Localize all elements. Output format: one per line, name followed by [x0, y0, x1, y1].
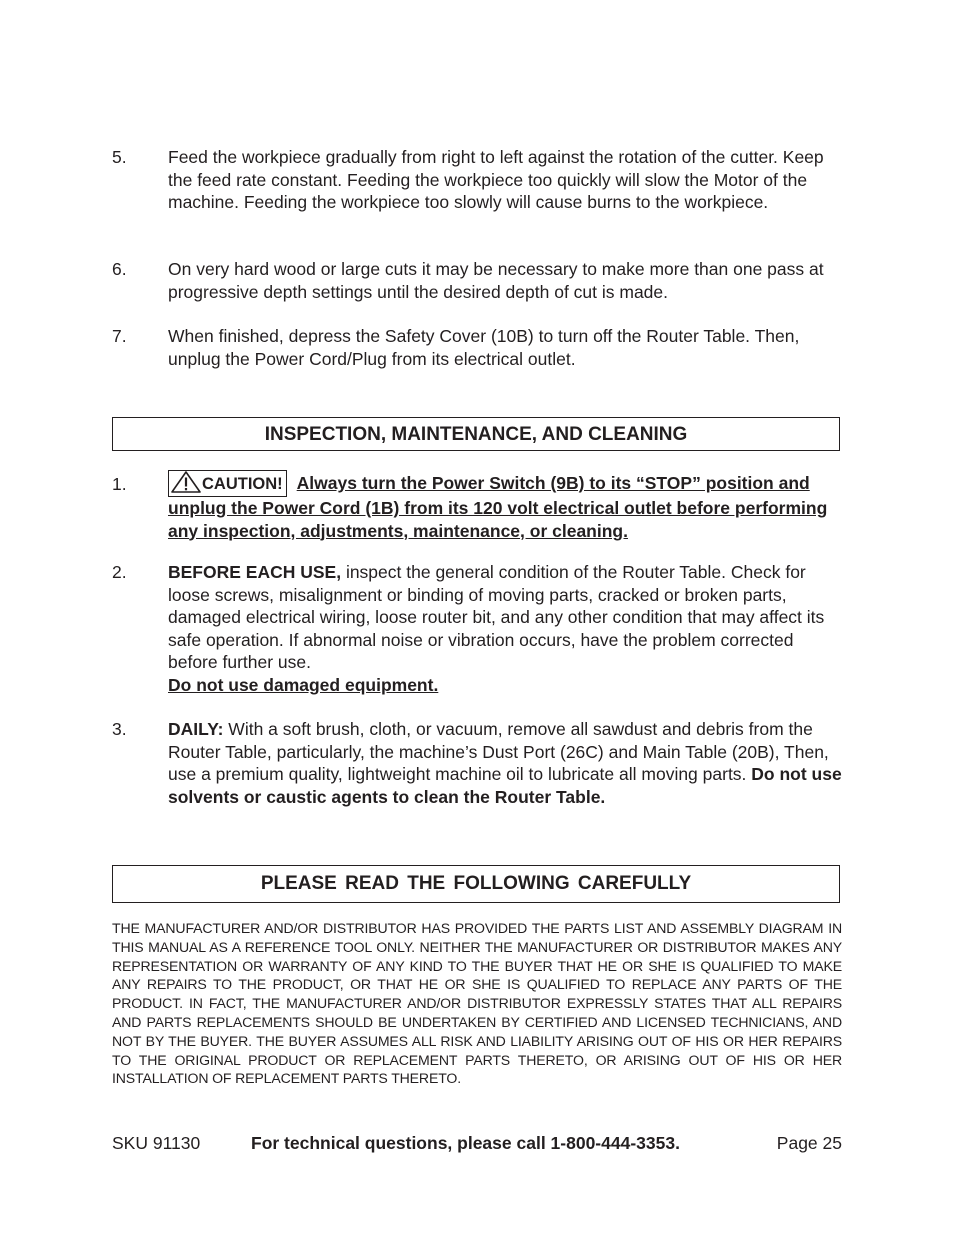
- step-number: 7.: [112, 326, 127, 346]
- step-7: [112, 325, 842, 370]
- step-number: 6.: [112, 259, 127, 279]
- section-heading-read-carefully: [112, 865, 840, 903]
- inspection-item-3: [112, 718, 842, 808]
- caution-instruction: Always turn the Power Switch (9B) to its “STOP” position and unplug the Power Cord (1B) from its 120 volt electrical outlet before performing any inspection, adjustments, maintenance, or cleaning.: [168, 473, 828, 541]
- section-heading-text: PLEASE READ THE FOLLOWING CAREFULLY: [260, 873, 692, 894]
- inspection-item-1: [112, 470, 842, 542]
- item-text: inspect the general condition of the Router Table. Check for loose screws, misalignment or binding of moving parts, cracked or broken parts, damaged electrical wiring, loose router bit, and any other condition that may affect its safe operation. If abnormal noise or vibration occurs, have the problem corrected before further use.: [168, 562, 825, 672]
- caution-label: [168, 470, 287, 497]
- item-number: 1.: [112, 474, 127, 494]
- item-warning: Do not use damaged equipment.: [168, 674, 439, 695]
- footer-sku: SKU 91130: [112, 1133, 201, 1153]
- caution-text: CAUTION!: [202, 475, 283, 493]
- section-heading-text: INSPECTION, MAINTENANCE, AND CLEANING: [264, 424, 688, 445]
- step-5: [112, 146, 842, 214]
- step-text: Feed the workpiece gradually from right to left against the rotation of the cutter. Keep the feed rate constant. Feeding the workpiece too quickly will slow the Motor of the machine. Feeding the workpiece too slowly will cause burns to the workpiece.: [168, 147, 824, 212]
- step-text: When finished, depress the Safety Cover (10B) to turn off the Router Table. Then, unplug the Power Cord/Plug from its electrical outlet.: [168, 326, 800, 369]
- item-lead: BEFORE EACH USE,: [168, 562, 342, 582]
- item-number: 3.: [112, 719, 127, 739]
- item-warning: Do not use solvents or caustic agents to clean the Router Table.: [168, 764, 842, 807]
- inspection-item-2: [112, 561, 842, 696]
- item-number: 2.: [112, 562, 127, 582]
- step-6: [112, 258, 842, 303]
- disclaimer-text: THE MANUFACTURER AND/OR DISTRIBUTOR HAS PROVIDED THE PARTS LIST AND ASSEMBLY DIAGRAM IN THIS MANUAL AS A REFERENCE TOOL ONLY. NEITHER THE MANUFACTURER OR DISTRIBUTOR MAKES ANY REPRESENTATION OR WARRANTY OF ANY KIND TO THE BUYER THAT HE OR SHE IS QUALIFIED TO MAKE ANY REPAIRS TO THE PRODUCT, OR THAT HE OR SHE IS QUALIFIED TO REPLACE ANY PARTS OF THE PRODUCT. IN FACT, THE MANUFACTURER AND/OR DISTRIBUTOR EXPRESSLY STATES THAT ALL REPAIRS AND PARTS REPLACEMENTS SHOULD BE UNDERTAKEN BY CERTIFIED AND LICENSED TECHNICIANS, AND NOT BY THE BUYER. THE BUYER ASSUMES ALL RISK AND LIABILITY ARISING OUT OF HIS OR HER REPAIRS TO THE ORIGINAL PRODUCT OR REPLACEMENT PARTS THERETO, OR ARISING OUT OF HIS OR HER INSTALLATION OF REPLACEMENT PARTS THERETO.: [112, 920, 842, 1087]
- step-text: On very hard wood or large cuts it may be necessary to make more than one pass at progressive depth settings until the desired depth of cut is made.: [168, 259, 824, 302]
- item-text: With a soft brush, cloth, or vacuum, remove all sawdust and debris from the Router Table, particularly, the machine’s Dust Port (26C) and Main Table (20B), Then, use a premium quality, lightweight machine oil to lubricate all moving parts.: [168, 719, 829, 784]
- warning-triangle-icon: [171, 471, 201, 493]
- step-number: 5.: [112, 147, 127, 167]
- section-heading-inspection: [112, 417, 840, 451]
- item-lead: DAILY:: [168, 719, 224, 739]
- footer-phone: For technical questions, please call 1-800-444-3353.: [251, 1133, 680, 1153]
- footer-page-number: Page 25: [776, 1133, 842, 1153]
